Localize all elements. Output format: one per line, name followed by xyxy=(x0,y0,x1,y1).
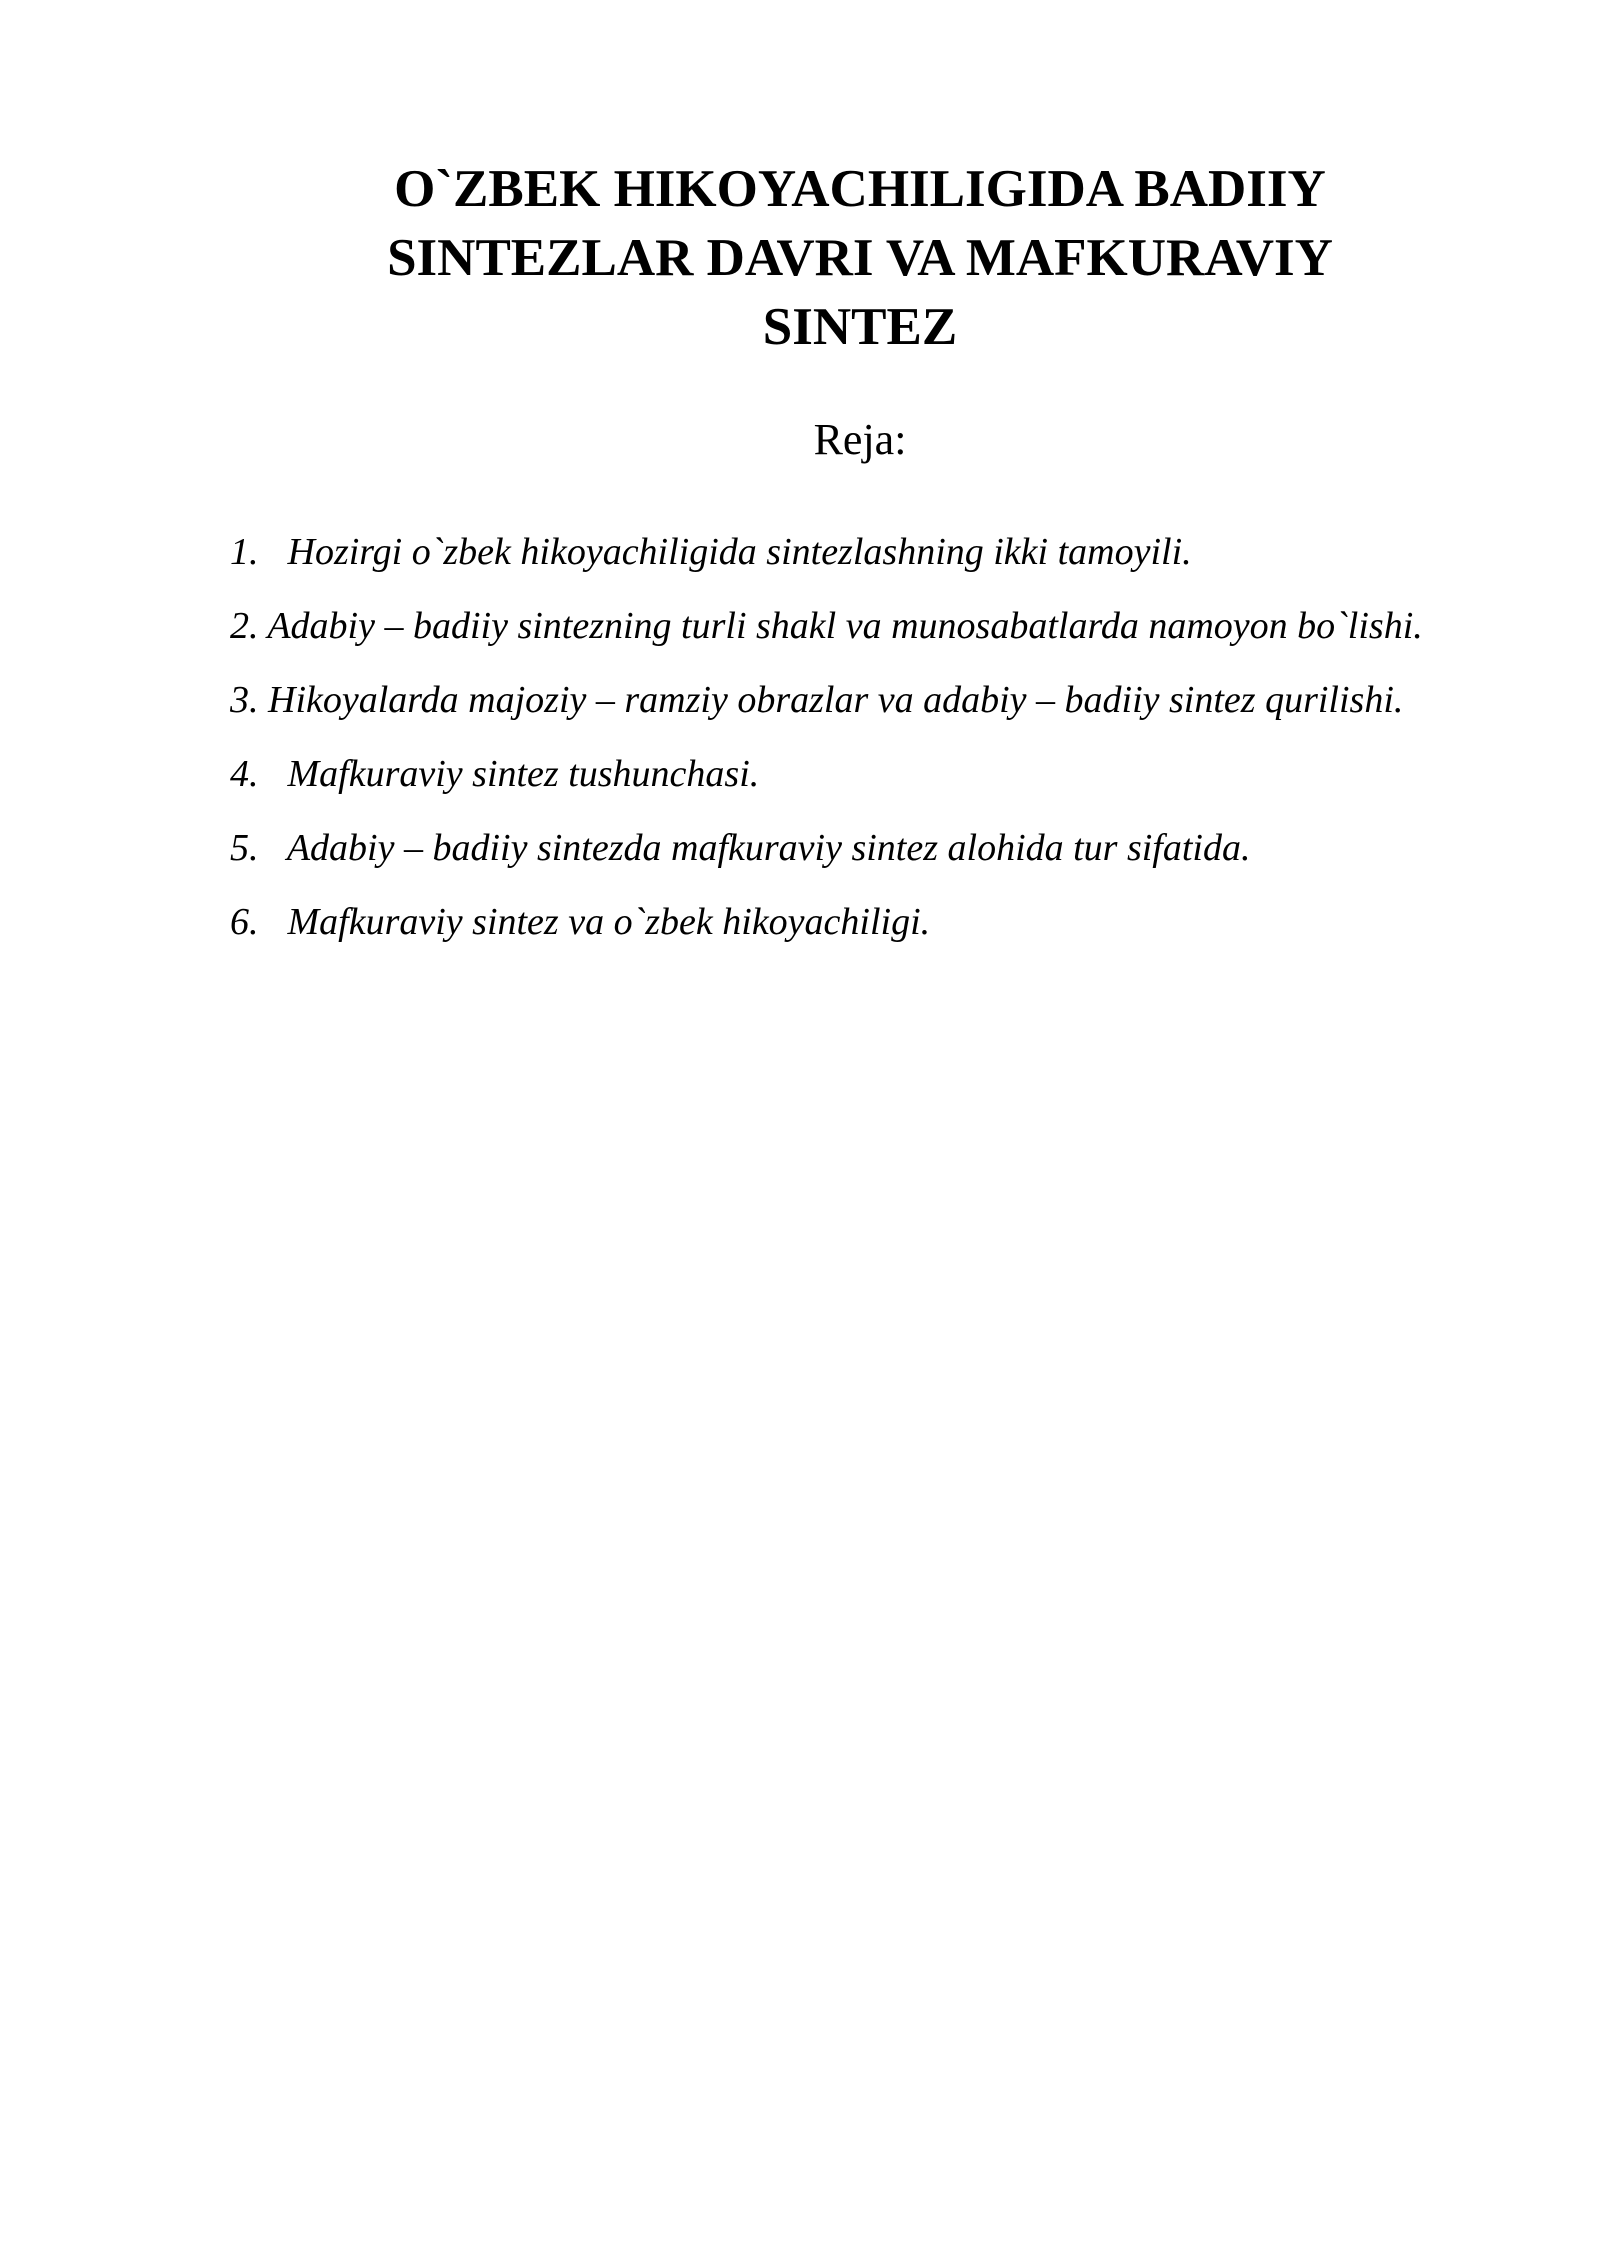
plan-item xyxy=(230,515,1490,589)
plan-item-text: Hozirgi o`zbek hikoyachiligida sintezlashning ikki tamoyili. xyxy=(287,531,1192,573)
plan-item xyxy=(230,737,1490,811)
plan-item-text: Mafkuraviy sintez va o`zbek hikoyachiligi. xyxy=(287,901,931,943)
plan-item-text: Adabiy – badiiy sintezning turli shakl va munosabatlarda namoyon bo`lishi. xyxy=(267,605,1423,647)
title-line: SINTEZ xyxy=(762,298,958,356)
plan-item xyxy=(230,663,1490,737)
title-line: SINTEZLAR DAVRI VA MAFKURAVIY xyxy=(387,229,1333,287)
plan-item-number: 4. xyxy=(230,753,259,795)
plan-item xyxy=(230,811,1490,885)
plan-item xyxy=(230,885,1490,959)
plan-item-text: Adabiy – badiiy sintezda mafkuraviy sintez alohida tur sifatida. xyxy=(286,827,1251,869)
plan-item-number: 5. xyxy=(230,827,259,869)
plan-heading: Reja: xyxy=(813,415,907,464)
plan-item-number: 2. xyxy=(230,605,259,647)
plan-item-number: 6. xyxy=(230,901,259,943)
plan-item-text: Hikoyalarda majoziy – ramziy obrazlar va adabiy – badiiy sintez qurilishi. xyxy=(268,679,1404,721)
title-line: O`ZBEK HIKOYACHILIGIDA BADIIY xyxy=(394,160,1326,218)
plan-item-text: Mafkuraviy sintez tushunchasi. xyxy=(287,753,760,795)
plan-item-number: 3. xyxy=(230,679,259,721)
document-title xyxy=(270,155,1450,362)
plan-item xyxy=(230,589,1490,663)
plan-list xyxy=(230,515,1490,959)
plan-item-number: 1. xyxy=(230,531,259,573)
